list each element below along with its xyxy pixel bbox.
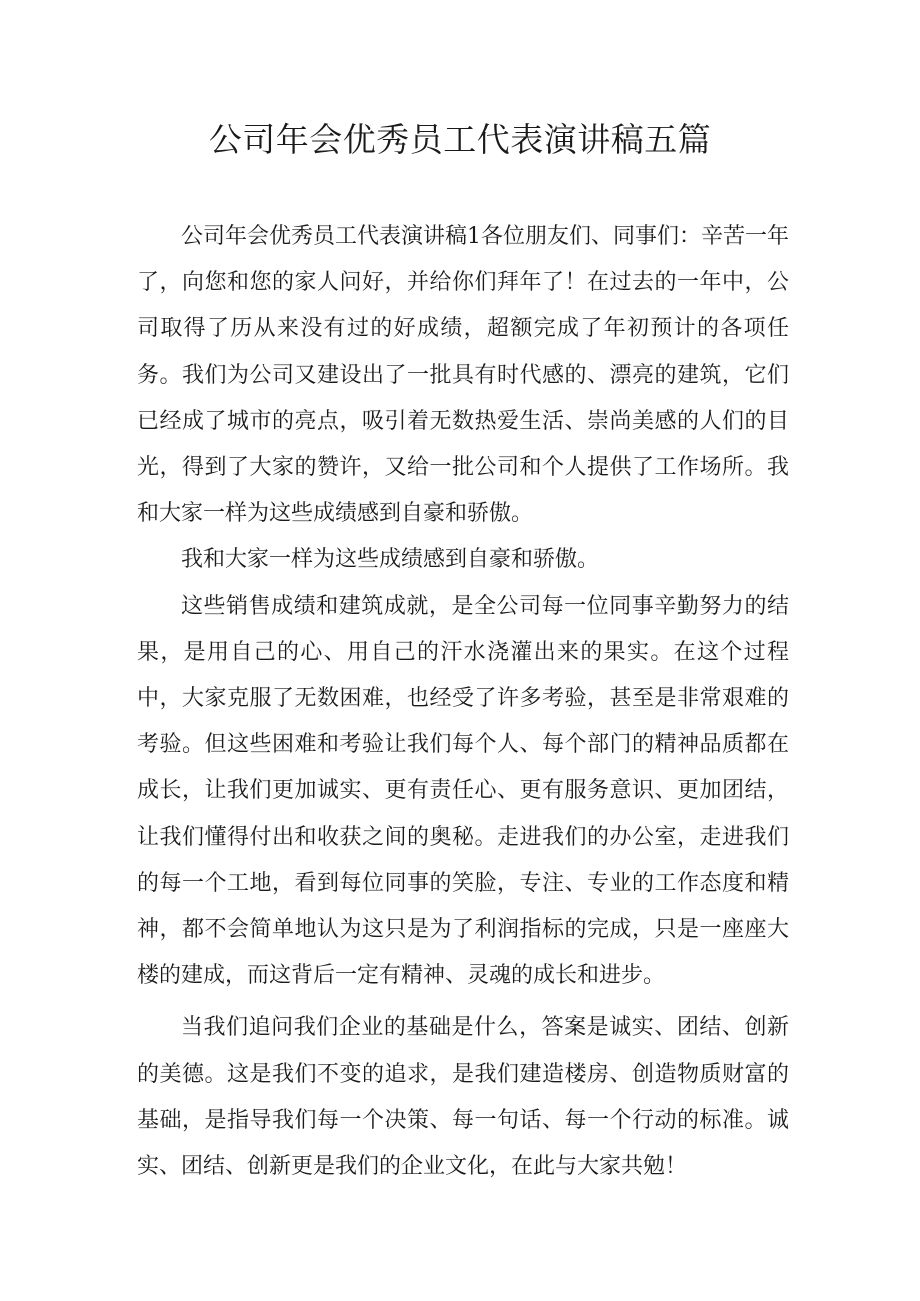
paragraph-2: 我和大家一样为这些成绩感到自豪和骄傲。 xyxy=(181,547,600,573)
document-body xyxy=(137,214,789,1190)
paragraph-3: 这些销售成绩和建筑成就，是全公司每一位同事辛勤努力的结果，是用自己的心、用自己的汗水浇灌出来的果实。在这个过程中，大家克服了无数困难，也经受了许多考验，甚至是非常艰难的考验。但这些困难和考验让我们每个人、每个部门的精神品质都在成长，让我们更加诚实、更有责任心、更有服务意识、更加团结，让我们懂得付出和收获之间的奥秘。走进我们的办公室，走进我们的每一个工地，看到每位同事的笑脸，专注、专业的工作态度和精神，都不会简单地认为这只是为了利润指标的完成，只是一座座大楼的建成，而这背后一定有精神、灵魂的成长和进步。 xyxy=(137,593,789,989)
document-title: 公司年会优秀员工代表演讲稿五篇 xyxy=(208,120,712,159)
paragraph-1: 公司年会优秀员工代表演讲稿1各位朋友们、同事们：辛苦一年了，向您和您的家人问好，并给你们拜年了！在过去的一年中，公司取得了历从来没有过的好成绩，超额完成了年初预计的各项任务。我们为公司又建设出了一批具有时代感的、漂亮的建筑，它们已经成了城市的亮点，吸引着无数热爱生活、崇尚美感的人们的目光，得到了大家的赞许，又给一批公司和个人提供了工作场所。我和大家一样为这些成绩感到自豪和骄傲。 xyxy=(137,224,789,527)
paragraph-4: 当我们追问我们企业的基础是什么，答案是诚实、团结、创新的美德。这是我们不变的追求，是我们建造楼房、创造物质财富的基础，是指导我们每一个决策、每一句话、每一个行动的标准。诚实、团结、创新更是我们的企业文化，在此与大家共勉！ xyxy=(137,1015,789,1180)
